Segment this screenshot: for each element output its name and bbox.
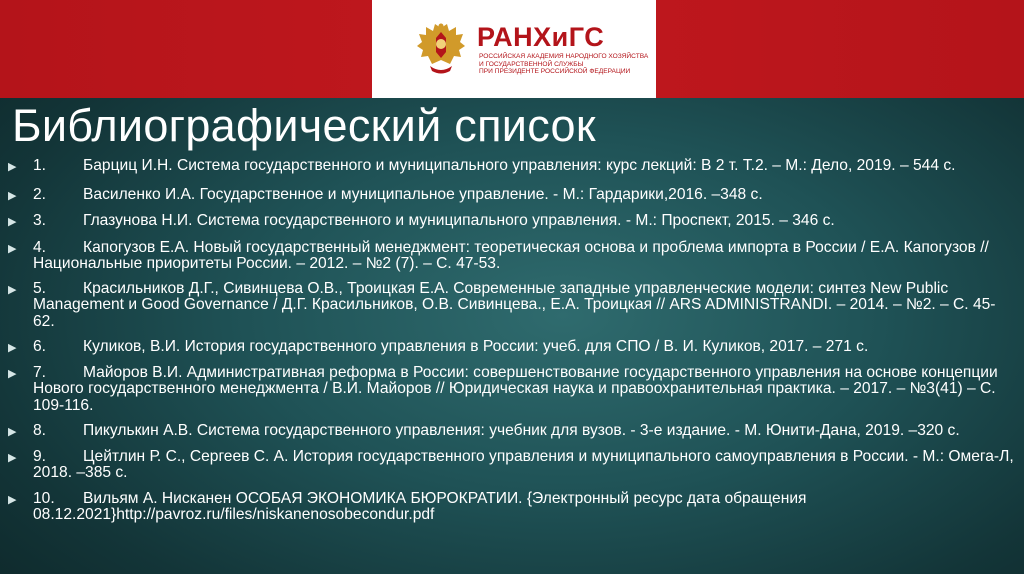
logo — [372, 0, 656, 98]
reference-number: 7. — [33, 363, 47, 381]
header-bar — [0, 0, 1024, 98]
reference-text: Василенко И.А. Государственное и муниципальное управление. - М.: Гардарики,2016. –348 с. — [83, 185, 763, 203]
reference-text: Майоров В.И. Административная реформа в России: совершенствование государственного управления на основе концепции Нового государственного менеджмента / В.И. Майоров // Юридическая наука и правоохранительная практика. – 2017. – №3(41) – С. 109-116. — [33, 363, 998, 414]
triangle-right-icon: ▶ — [8, 426, 17, 438]
triangle-right-icon: ▶ — [8, 342, 17, 354]
reference-number: 6. — [33, 338, 47, 355]
triangle-right-icon: ▶ — [8, 189, 17, 202]
reference-number: 2. — [33, 185, 47, 203]
reference-list — [8, 158, 1014, 524]
reference-number: 4. — [33, 238, 47, 256]
triangle-right-icon: ▶ — [8, 451, 17, 464]
reference-item — [8, 449, 1014, 482]
triangle-right-icon: ▶ — [8, 367, 17, 380]
reference-item — [8, 339, 1014, 356]
reference-item — [8, 240, 1014, 273]
logo-subtitle — [479, 53, 649, 76]
reference-number: 3. — [33, 212, 47, 229]
reference-number: 9. — [33, 447, 47, 465]
reference-text: Куликов, В.И. История государственного управления в России: учеб. для СПО / В. И. Куликов, 2017. – 271 с. — [83, 338, 869, 355]
reference-item — [8, 281, 1014, 331]
reference-text: Вильям А. Нисканен ОСОБАЯ ЭКОНОМИКА БЮРОКРАТИИ. {Электронный ресурс дата обращения 08.12.2021}http://pavroz.ru/files/niskanenosobecondur.pdf — [33, 489, 807, 523]
logo-subtitle-line: РОССИЙСКАЯ АКАДЕМИЯ НАРОДНОГО ХОЗЯЙСТВА — [479, 53, 649, 60]
triangle-right-icon: ▶ — [8, 161, 17, 173]
reference-item — [8, 187, 1014, 204]
logo-name: РАНХиГС — [477, 22, 605, 52]
slide-title: Библиографический список — [12, 100, 596, 151]
reference-text: Барциц И.Н. Система государственного и муниципального управления: курс лекций: В 2 т. Т.2. – М.: Дело, 2019. – 544 с. — [83, 157, 956, 174]
logo-subtitle-line: ПРИ ПРЕЗИДЕНТЕ РОССИЙСКОЙ ФЕДЕРАЦИИ — [479, 68, 631, 76]
triangle-right-icon: ▶ — [8, 242, 17, 255]
triangle-right-icon: ▶ — [8, 216, 17, 228]
reference-text: Капогузов Е.А. Новый государственный менеджмент: теоретическая основа и проблема импорта в России / Е.А. Капогузов // Национальные приоритеты России. – 2012. – №2 (7). – С. 47-53. — [33, 238, 989, 272]
triangle-right-icon: ▶ — [8, 283, 17, 296]
reference-item — [8, 213, 1014, 230]
reference-number: 5. — [33, 279, 47, 297]
logo-subtitle-line: И ГОСУДАРСТВЕННОЙ СЛУЖБЫ — [479, 60, 584, 68]
reference-text: Цейтлин Р. С., Сергеев С. А. История государственного управления и муниципального самоуправления в России. - М.: Омега-Л, 2018. –385 с. — [33, 447, 1014, 481]
reference-item — [8, 365, 1014, 415]
reference-number: 1. — [33, 157, 47, 174]
reference-item — [8, 491, 1014, 524]
triangle-right-icon: ▶ — [8, 493, 17, 506]
reference-number: 8. — [33, 422, 47, 439]
reference-item — [8, 158, 1014, 175]
reference-text: Пикулькин А.В. Система государственного управления: учебник для вузов. - 3-е издание. - М. Юнити-Дана, 2019. –320 с. — [83, 422, 960, 439]
eagle-emblem-icon — [416, 22, 466, 76]
reference-text: Глазунова Н.И. Система государственного и муниципального управления. - М.: Проспект, 2015. – 346 с. — [83, 212, 835, 229]
reference-text: Красильников Д.Г., Сивинцева О.В., Троицкая Е.А. Современные западные управленческие модели: синтез New Public Management и Good Governance / Д.Г. Красильников, О.В. Сивинцева., Е.А. Троицкая // ARS ADMINISTRANDI. – 2014. – №2. – С. 45-62. — [33, 279, 996, 330]
reference-number: 10. — [33, 489, 55, 507]
reference-item — [8, 423, 1014, 440]
